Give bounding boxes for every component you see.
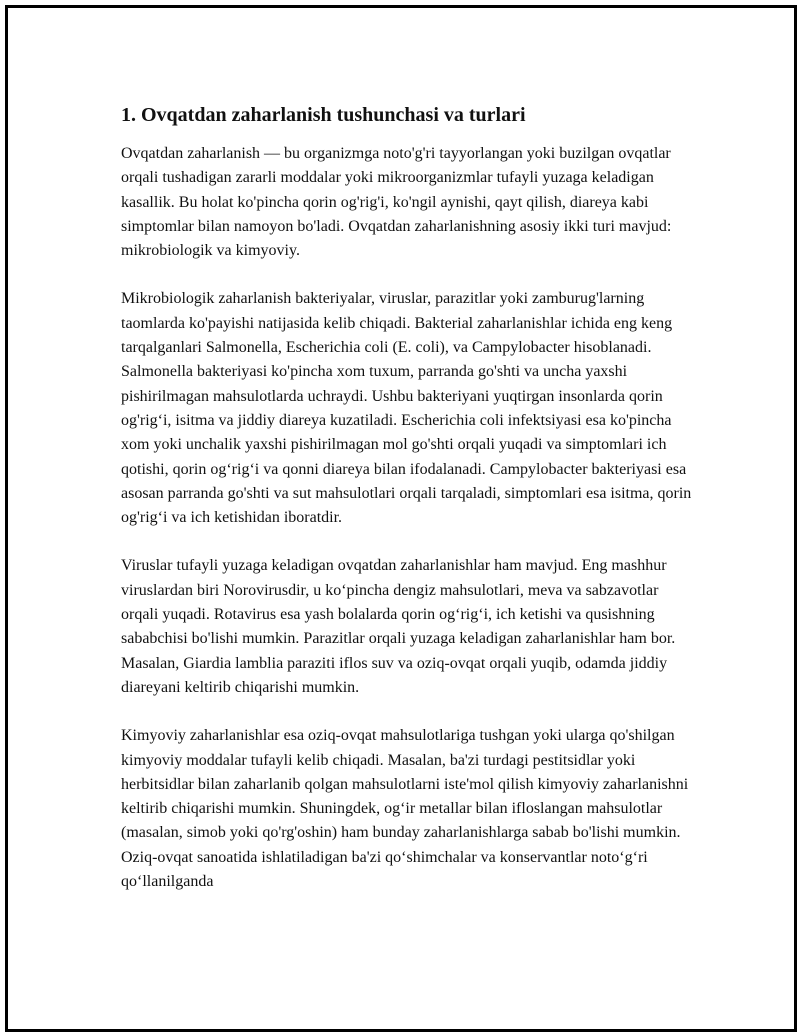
- paragraph-microbiological: Mikrobiologik zaharlanish bakteriyalar, viruslar, parazitlar yoki zamburug'larning taomlarda ko'payishi natijasida kelib chiqadi. Bakterial zaharlanishlar ichida eng keng tarqalganlari Salmonella, Escherichia coli (E. coli), va Campylobacter hisoblanadi. Salmonella bakteriyasi ko'pincha xom tuxum, parranda go'shti va uncha yaxshi pishirilmagan mahsulotlarda uchraydi. Ushbu bakteriyani yuqtirgan insonlarda qorin og'rig‘i, isitma va jiddiy diareya kuzatiladi. Escherichia coli infektsiyasi esa ko'pincha xom yoki unchalik yaxshi pishirilmagan mol go'shti orqali yuqadi va simptomlari ich qotishi, qorin og‘rig‘i va qonni diareya bilan ifodalanadi. Campylobacter bakteriyasi esa asosan parranda go'shti va sut mahsulotlari orqali tarqaladi, simptomlari esa isitma, qorin og'rig‘i va ich ketishidan iboratdir.: [121, 290, 692, 527]
- section-title: 1. Ovqatdan zaharlanish tushunchasi va turlari: [121, 104, 526, 126]
- paragraph-viral: Viruslar tufayli yuzaga keladigan ovqatdan zaharlanishlar ham mavjud. Eng mashhur viruslardan biri Norovirusdir, u ko‘pincha dengiz mahsulotlari, meva va sabzavotlar orqali yuqadi. Rotavirus esa yash bolalarda qorin og‘rig‘i, ich ketishi va qusishning sababchisi bo'lishi mumkin. Parazitlar orqali yuzaga keladigan zaharlanishlar ham bor. Masalan, Giardia lamblia paraziti iflos suv va oziq-ovqat orqali yuqib, odamda jiddiy diareyani keltirib chiqarishi mumkin.: [121, 557, 676, 696]
- page-frame: [5, 5, 797, 1032]
- paragraph-chemical: Kimyoviy zaharlanishlar esa oziq-ovqat mahsulotlariga tushgan yoki ularga qo'shilgan kimyoviy moddalar tufayli kelib chiqadi. Masalan, ba'zi turdagi pestitsidlar yoki herbitsidlar bilan zaharlanib qolgan mahsulotlarni iste'mol qilish kimyoviy zaharlanishni keltirib chiqarishi mumkin. Shuningdek, og‘ir metallar bilan ifloslangan mahsulotlar (masalan, simob yoki qo'rg'oshin) ham bunday zaharlanishlarga sabab bo'lishi mumkin. Oziq-ovqat sanoatida ishlatiladigan ba'zi qo‘shimchalar va konservantlar noto‘g‘ri qo‘llanilganda: [121, 727, 689, 891]
- document-content: [121, 102, 696, 918]
- paragraph-definition: Ovqatdan zaharlanish — bu organizmga noto'g'ri tayyorlangan yoki buzilgan ovqatlar orqali tushadigan zararli moddalar yoki mikroorganizmlar tufayli yuzaga keladigan kasallik. Bu holat ko'pincha qorin og'rig'i, ko'ngil aynishi, qayt qilish, diareya kabi simptomlar bilan namoyon bo'ladi. Ovqatdan zaharlanishning asosiy ikki turi mavjud: mikrobiologik va kimyoviy.: [121, 145, 672, 260]
